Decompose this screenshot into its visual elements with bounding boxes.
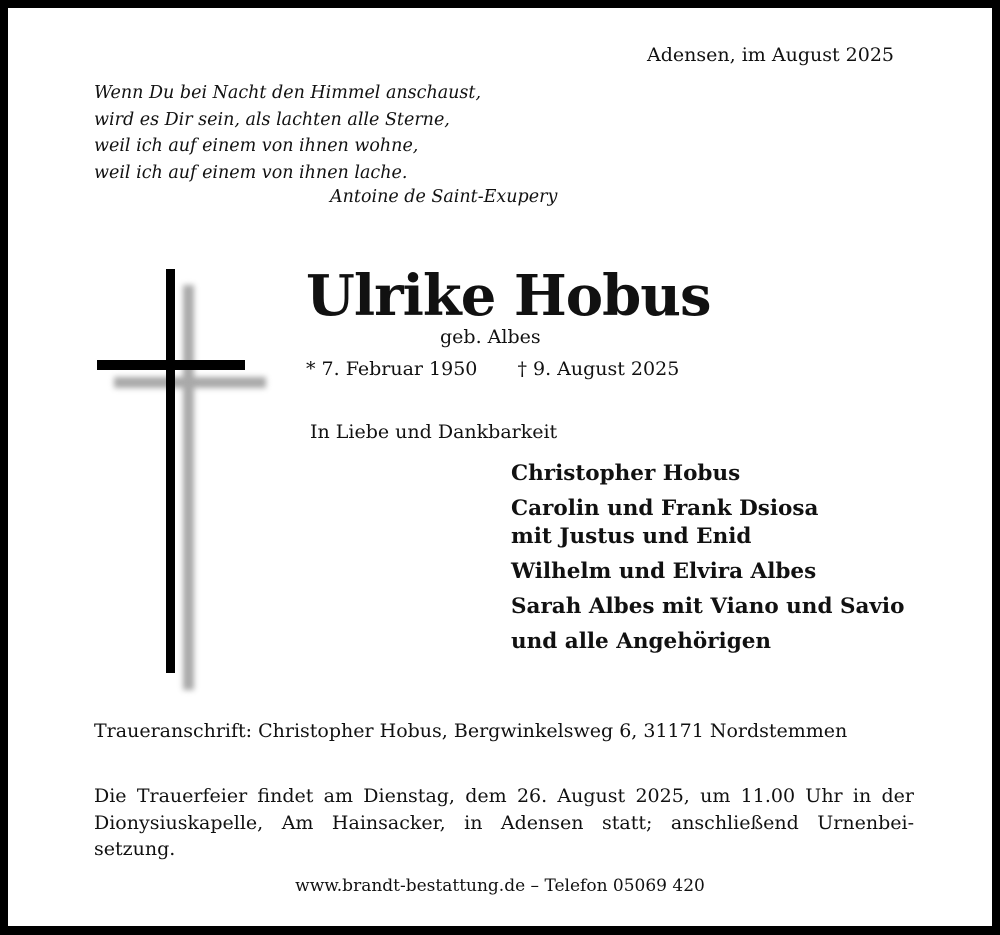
mourner-entry [511,558,904,586]
birth-name: geb. Albes [440,326,541,348]
mourners-list [511,460,904,663]
mourner-entry [511,460,904,488]
mourner-entry [511,593,904,621]
poem-line: weil ich auf einem von ihnen lache. [94,162,408,183]
poem-line: wird es Dir sein, als lachten alle Sterne, [94,109,450,130]
intro-text: In Liebe und Dankbarkeit [310,421,558,443]
quote-author: Antoine de Saint-Exupery [330,187,558,207]
mourner-line: Carolin und Frank Dsiosa [511,496,819,521]
poem-line: Wenn Du bei Nacht den Himmel anschaust, [94,83,482,103]
service-line: setzung. [94,838,176,860]
mourner-entry [511,495,904,551]
mourner-line: mit Justus und Enid [511,524,752,549]
place-date: Adensen, im August 2025 [647,44,894,66]
deceased-name: Ulrike Hobus [306,263,711,329]
funeral-service-text [94,783,914,863]
mourner-line: Sarah Albes mit Viano und Savio [511,594,905,619]
mourner-entry [511,628,904,656]
funeral-home-contact: www.brandt-bestattung.de – Telefon 05069 420 [295,876,705,896]
service-line: Die Trauerfeier findet am Dienstag, dem 26. August 2025, um 11.00 Uhr in der [94,785,914,807]
obituary-notice [8,8,992,926]
death-date: † 9. August 2025 [517,358,680,380]
service-line: Dionysiuskapelle, Am Hainsacker, in Adensen statt; anschließend Urnenbei- [94,811,914,834]
mourning-address: Traueranschrift: Christopher Hobus, Bergwinkelsweg 6, 31171 Nordstemmen [94,720,848,742]
life-dates [306,358,679,380]
mourner-line: und alle Angehörigen [511,629,772,654]
birth-date: * 7. Februar 1950 [306,358,478,380]
poem-line: weil ich auf einem von ihnen wohne, [94,136,419,156]
poem-quote [94,80,481,186]
cross-icon [88,263,288,703]
mourner-line: Wilhelm und Elvira Albes [511,559,817,584]
mourner-line: Christopher Hobus [511,461,741,486]
